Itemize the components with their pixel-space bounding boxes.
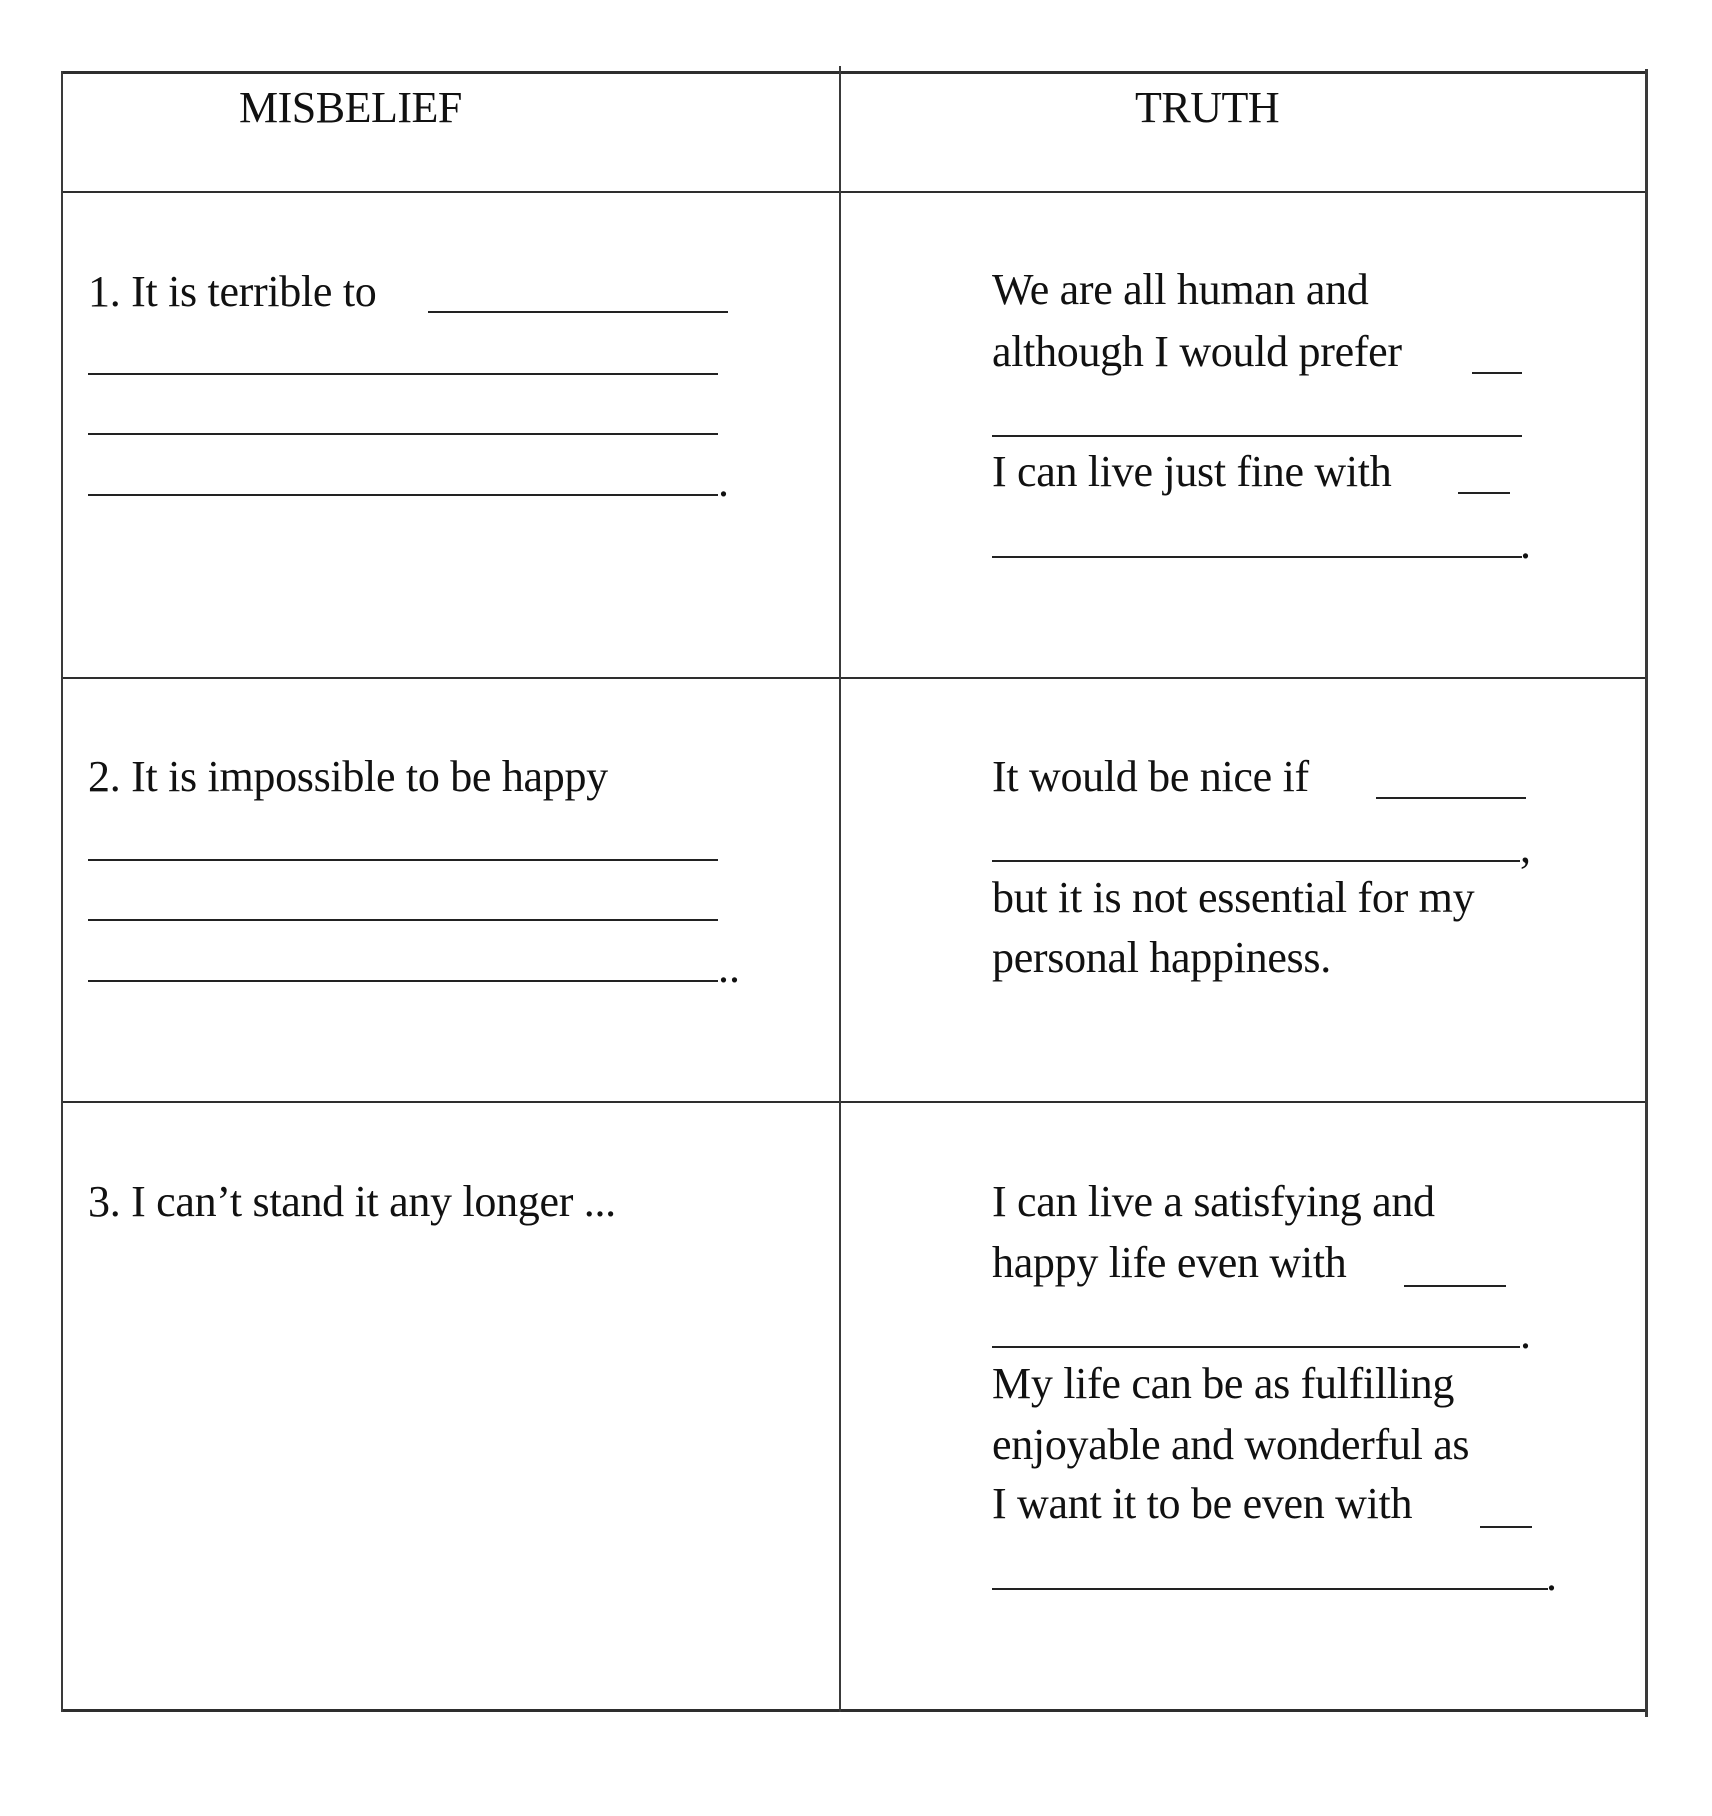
blank-field[interactable] bbox=[992, 556, 1522, 558]
blank-field[interactable] bbox=[1404, 1285, 1506, 1287]
blank-field[interactable] bbox=[992, 435, 1522, 437]
blank-field[interactable] bbox=[992, 1346, 1520, 1348]
blank-field[interactable] bbox=[88, 494, 718, 496]
misbelief-2-text: 2. It is impossible to be happy bbox=[88, 752, 608, 801]
blank-field[interactable] bbox=[1472, 372, 1522, 374]
truth-2-line-3: personal happiness. bbox=[992, 933, 1331, 982]
blank-field[interactable] bbox=[88, 373, 718, 375]
misbelief-3-text: 3. I can’t stand it any longer ... bbox=[88, 1177, 616, 1226]
truth-1-line-1: We are all human and bbox=[992, 265, 1369, 314]
truth-2-line-2: but it is not essential for my bbox=[992, 873, 1475, 922]
truth-3-line-3: My life can be as fulfilling bbox=[992, 1359, 1455, 1408]
column-divider bbox=[839, 66, 841, 1712]
truth-3-line-2: happy life even with bbox=[992, 1238, 1347, 1287]
truth-1-line-2: although I would prefer bbox=[992, 327, 1402, 376]
table-bottom-border bbox=[61, 1709, 1647, 1712]
blank-field[interactable] bbox=[1458, 492, 1510, 494]
blank-field[interactable] bbox=[88, 433, 718, 435]
blank-field[interactable] bbox=[1376, 797, 1526, 799]
trailing-period: . bbox=[1520, 519, 1531, 568]
table-left-border bbox=[61, 71, 63, 1712]
header-misbelief: MISBELIEF bbox=[239, 83, 462, 132]
truth-1-line-3: I can live just fine with bbox=[992, 447, 1392, 496]
blank-field[interactable] bbox=[1480, 1526, 1532, 1528]
table-right-border bbox=[1645, 69, 1648, 1717]
row-divider-1 bbox=[61, 677, 1647, 679]
header-divider bbox=[61, 191, 1647, 193]
truth-2-line-1: It would be nice if bbox=[992, 752, 1309, 801]
truth-3-line-4: enjoyable and wonderful as bbox=[992, 1420, 1470, 1469]
blank-field[interactable] bbox=[992, 1588, 1548, 1590]
blank-field[interactable] bbox=[88, 980, 718, 982]
table-top-border bbox=[61, 71, 1647, 74]
blank-field[interactable] bbox=[88, 859, 718, 861]
trailing-dots: .. bbox=[718, 943, 740, 992]
trailing-period: . bbox=[1520, 1309, 1531, 1358]
blank-field[interactable] bbox=[428, 311, 728, 313]
header-truth: TRUTH bbox=[1135, 83, 1280, 132]
truth-3-line-1: I can live a satisfying and bbox=[992, 1177, 1435, 1226]
truth-3-line-5: I want it to be even with bbox=[992, 1479, 1413, 1528]
trailing-period: . bbox=[718, 457, 729, 506]
blank-field[interactable] bbox=[992, 860, 1520, 862]
trailing-period: . bbox=[1546, 1551, 1557, 1600]
trailing-comma: , bbox=[1520, 823, 1531, 872]
misbelief-1-text: 1. It is terrible to bbox=[88, 267, 377, 316]
blank-field[interactable] bbox=[88, 919, 718, 921]
row-divider-2 bbox=[61, 1101, 1647, 1103]
